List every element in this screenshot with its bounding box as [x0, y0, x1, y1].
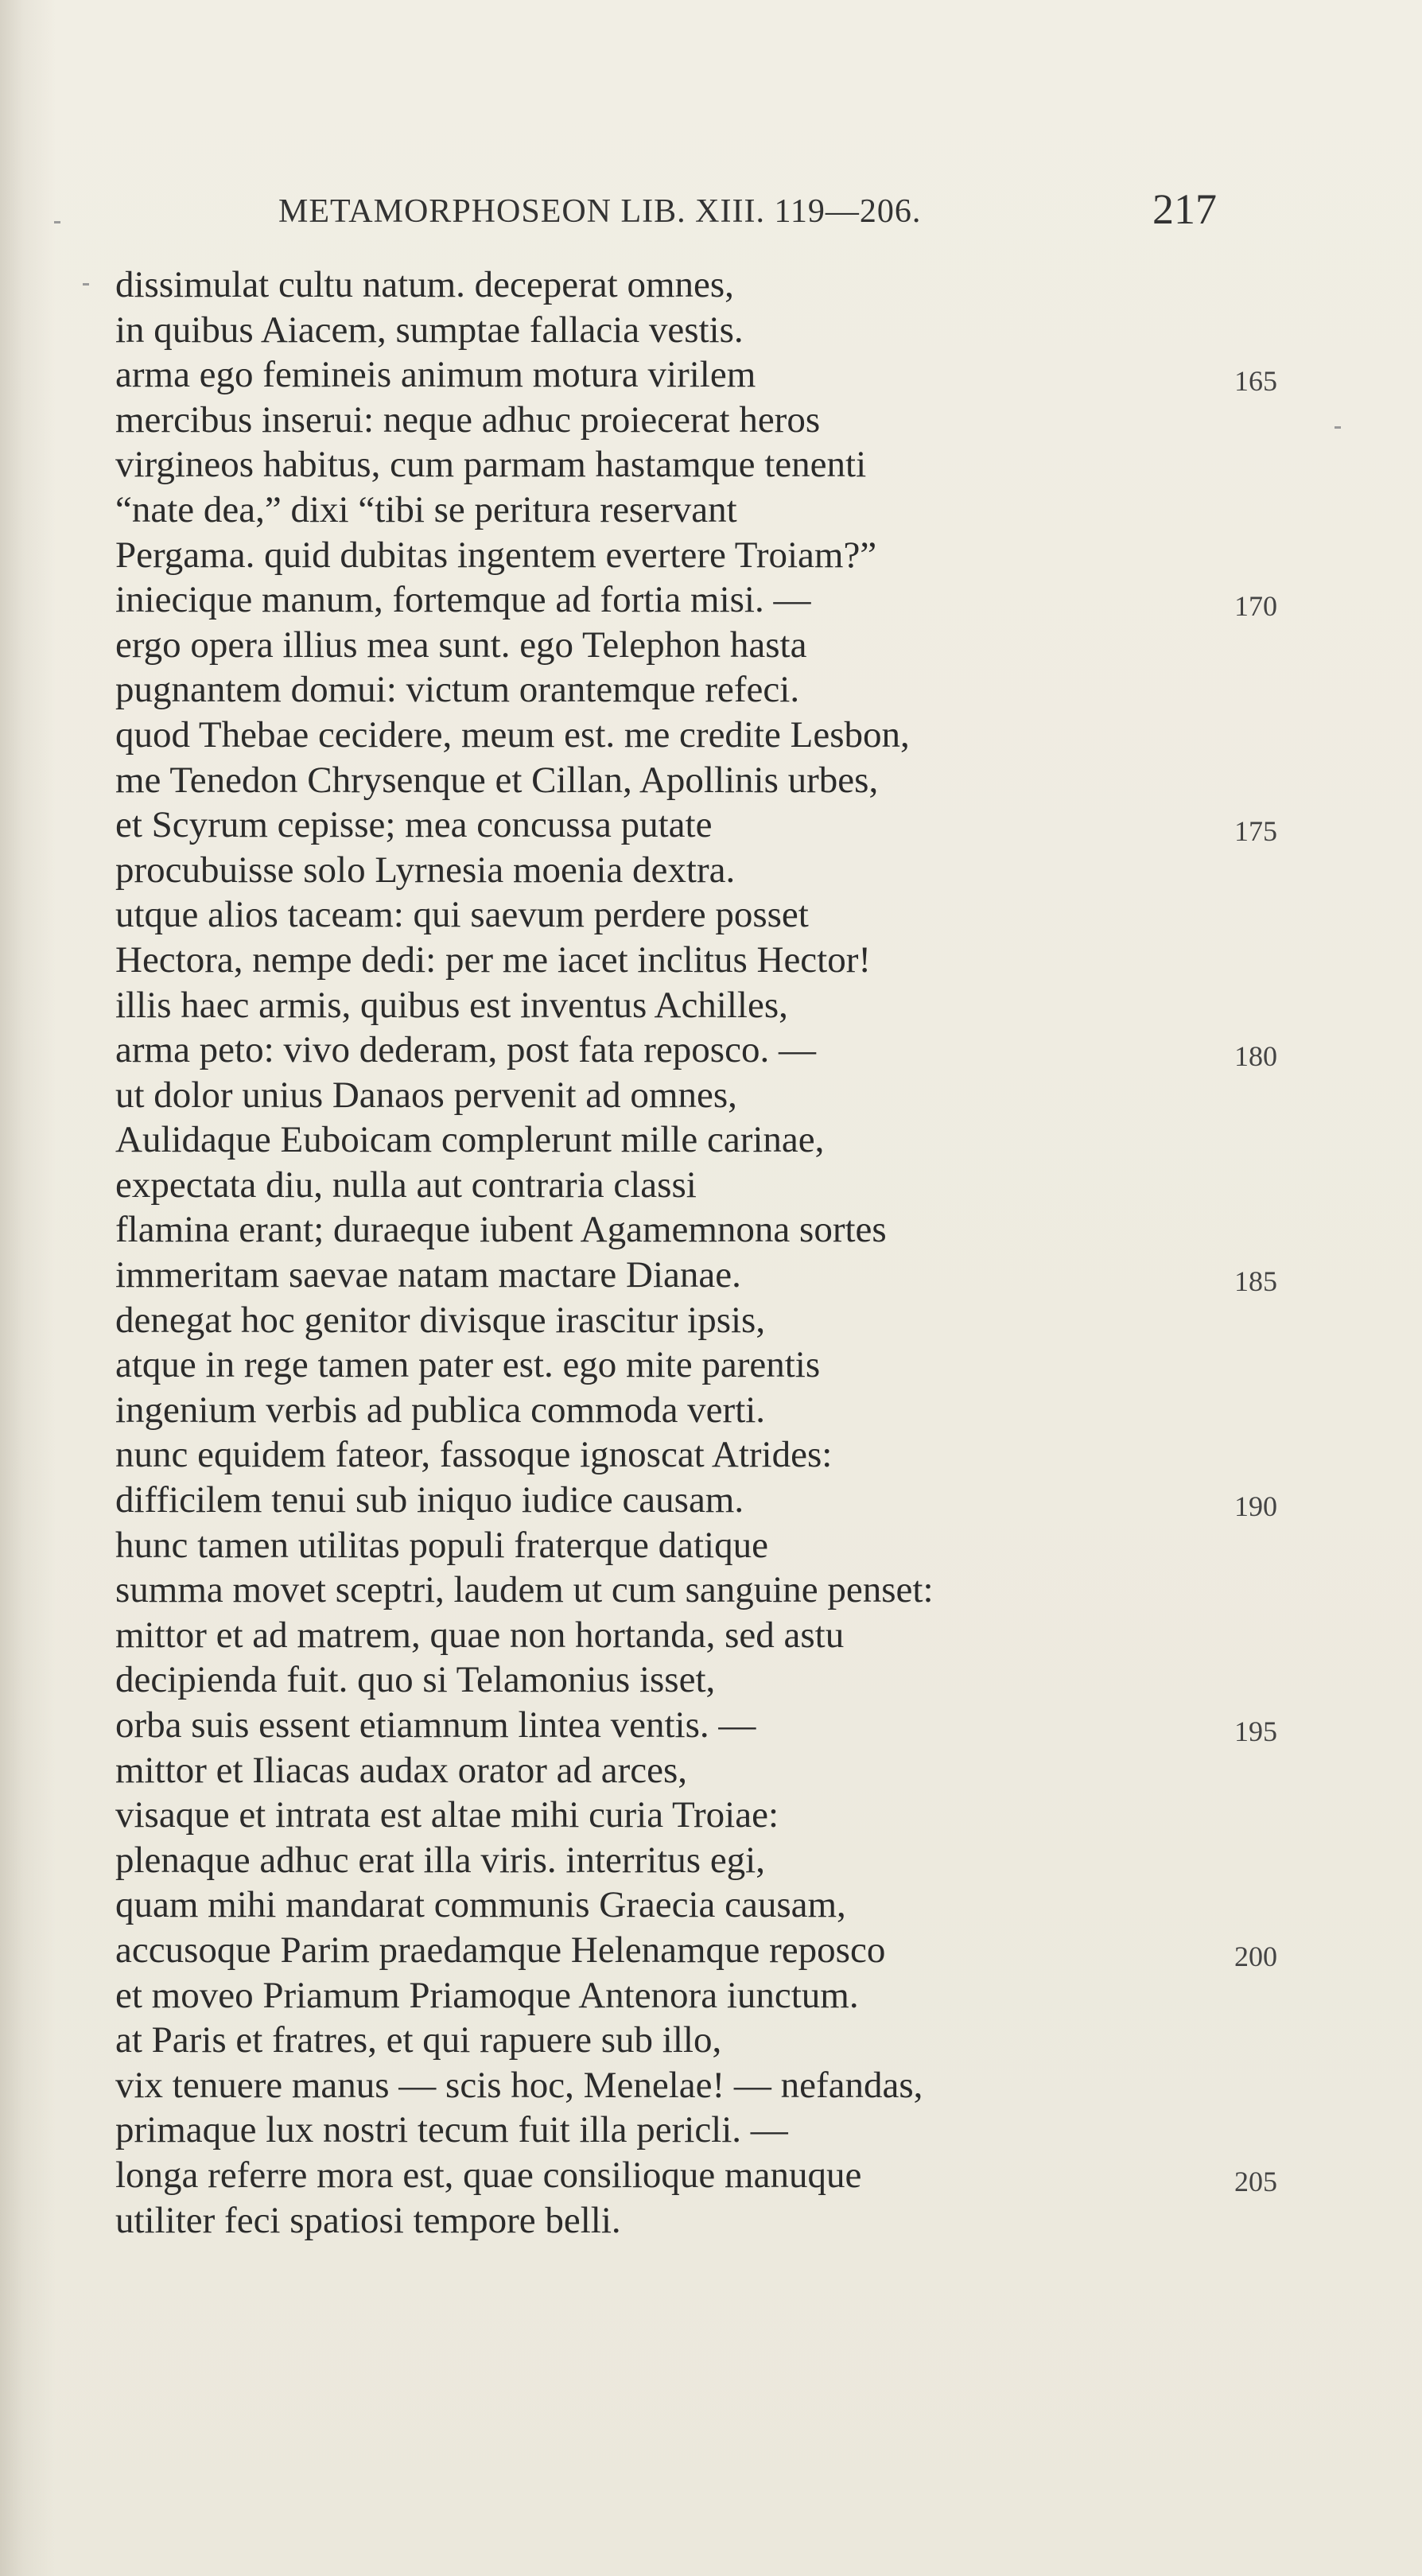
verse-line-text: accusoque Parim praedamque Helenamque reposco: [115, 1929, 886, 1971]
page-number: 217: [1152, 185, 1217, 233]
verse-line: [115, 1388, 1308, 1433]
line-number: 195: [1234, 1715, 1277, 1747]
verse-line-text: pugnantem domui: victum orantemque refeci.: [115, 669, 800, 711]
verse-line-text: dissimulat cultu natum. deceperat omnes,: [115, 264, 734, 305]
verse-line: [115, 1928, 1308, 1973]
verse-line-text: denegat hoc genitor divisque irascitur ipsis,: [115, 1299, 766, 1341]
verse-line-text: ergo opera illius mea sunt. ego Telephon hasta: [115, 624, 807, 666]
verse-line-text: expectata diu, nulla aut contraria classi: [115, 1164, 697, 1206]
margin-mark: [83, 283, 89, 286]
verse-line-text: decipienda fuit. quo si Telamonius isset,: [115, 1659, 716, 1701]
verse-line: [115, 1478, 1308, 1523]
verse-line-text: quod Thebae cecidere, meum est. me credite Lesbon,: [115, 713, 910, 756]
verse-line: [115, 2153, 1308, 2198]
verse-line: [115, 892, 1308, 938]
margin-mark: [1335, 426, 1341, 429]
verse-line-text: illis haec armis, quibus est inventus Achilles,: [115, 984, 788, 1026]
verse-line-text: “nate dea,” dixi “tibi se peritura reservant: [115, 488, 737, 530]
verse-line: [115, 1028, 1308, 1073]
verse-line-text: arma peto: vivo dederam, post fata reposco. —: [115, 1029, 816, 1071]
verse-line: [115, 1882, 1308, 1928]
verse-line-text: in quibus Aiacem, sumptae fallacia vestis.: [115, 309, 744, 351]
verse-line: [115, 1342, 1308, 1388]
verse-line: [115, 442, 1308, 488]
verse-line-text: visaque et intrata est altae mihi curia Troiae:: [115, 1794, 779, 1836]
verse-line-text: hunc tamen utilitas populi fraterque datique: [115, 1524, 768, 1566]
verse-line: [115, 1657, 1308, 1703]
verse-line: [115, 983, 1308, 1028]
verse-line: [115, 1073, 1308, 1118]
verse-line: [115, 1568, 1308, 1613]
line-number: 185: [1234, 1265, 1277, 1298]
verse-line-text: plenaque adhuc erat illa viris. interritus egi,: [115, 1839, 765, 1881]
verse-line: [115, 713, 1308, 758]
verse-line-text: Aulidaque Euboicam complerunt mille carinae,: [115, 1119, 825, 1161]
verse-line: [115, 2063, 1308, 2108]
verse-line-text: mercibus inserui: neque adhuc proiecerat heros: [115, 398, 821, 441]
verse-line-text: quam mihi mandarat communis Graecia causam,: [115, 1884, 846, 1926]
verse-line-text: at Paris et fratres, et qui rapuere sub illo,: [115, 2019, 722, 2061]
running-head: METAMORPHOSEON LIB. XIII. 119—206.: [278, 193, 922, 230]
verse-line-text: flamina erant; duraeque iubent Agamemnona sortes: [115, 1209, 887, 1251]
verse-line-text: vix tenuere manus — scis hoc, Menelae! — nefandas,: [115, 2064, 923, 2106]
verse-line: [115, 1117, 1308, 1163]
verse-line-text: utque alios taceam: qui saevum perdere posset: [115, 894, 809, 936]
verse-line-text: mittor et Iliacas audax orator ad arces,: [115, 1749, 688, 1791]
verse-line-text: Pergama. quid dubitas ingentem evertere Troiam?”: [115, 534, 877, 576]
line-number: 170: [1234, 590, 1277, 623]
verse-line: [115, 1207, 1308, 1253]
verse-line-text: difficilem tenui sub iniquo iudice causam.: [115, 1479, 744, 1521]
verse-line: [115, 758, 1308, 803]
verse-line-text: virgineos habitus, cum parmam hastamque tenenti: [115, 444, 867, 486]
verse-line-text: et moveo Priamum Priamoque Antenora iunctum.: [115, 1974, 859, 2016]
page-header: [278, 185, 1217, 248]
verse-line-text: iniecique manum, fortemque ad fortia misi. —: [115, 579, 811, 621]
verse-line: [115, 802, 1308, 848]
verse-line: [115, 308, 1308, 353]
verse-line-text: mittor et ad matrem, quae non hortanda, sed astu: [115, 1614, 845, 1656]
margin-mark: [54, 221, 60, 223]
verse-line-text: summa movet sceptri, laudem ut cum sanguine penset:: [115, 1569, 934, 1611]
verse-line: [115, 352, 1308, 398]
line-number: 165: [1234, 365, 1277, 398]
verse-line: [115, 1432, 1308, 1478]
verse-line: [115, 262, 1308, 308]
verse-line: [115, 398, 1308, 443]
verse-line: [115, 1793, 1308, 1838]
verse-line: [115, 1973, 1308, 2018]
verse-line-text: ut dolor unius Danaos pervenit ad omnes,: [115, 1074, 737, 1116]
verse-line: [115, 938, 1308, 983]
verse-line-text: longa referre mora est, quae consilioque manuque: [115, 2154, 862, 2196]
verse-line: [115, 1703, 1308, 1748]
verse-line: [115, 1163, 1308, 1208]
verse-line: [115, 1523, 1308, 1568]
verse-line-text: Hectora, nempe dedi: per me iacet inclitus Hector!: [115, 938, 872, 981]
verse-line-text: arma ego femineis animum motura virilem: [115, 354, 756, 396]
verse-line: [115, 1298, 1308, 1343]
verse-line-text: immeritam saevae natam mactare Dianae.: [115, 1254, 741, 1296]
verse-line-text: ingenium verbis ad publica commoda verti.: [115, 1389, 766, 1431]
verse-line: [115, 2018, 1308, 2063]
verse-line: [115, 488, 1308, 533]
verse-line-text: orba suis essent etiamnum lintea ventis. —: [115, 1704, 756, 1746]
verse-line: [115, 1613, 1308, 1658]
verse-line: [115, 848, 1308, 893]
verse-text: [115, 262, 1308, 2243]
verse-line-text: utiliter feci spatiosi tempore belli.: [115, 2199, 621, 2241]
verse-line: [115, 1748, 1308, 1793]
verse-line-text: primaque lux nostri tecum fuit illa pericli. —: [115, 2109, 788, 2151]
verse-line: [115, 667, 1308, 713]
line-number: 205: [1234, 2165, 1277, 2197]
verse-line-text: procubuisse solo Lyrnesia moenia dextra.: [115, 849, 736, 891]
verse-line: [115, 533, 1308, 578]
line-number: 200: [1234, 1940, 1277, 1972]
verse-line: [115, 1253, 1308, 1298]
line-number: 175: [1234, 815, 1277, 848]
verse-line-text: me Tenedon Chrysenque et Cillan, Apollinis urbes,: [115, 759, 879, 801]
verse-line: [115, 577, 1308, 623]
verse-line: [115, 2198, 1308, 2244]
verse-line-text: et Scyrum cepisse; mea concussa putate: [115, 804, 713, 846]
line-number: 180: [1234, 1040, 1277, 1073]
verse-line: [115, 1838, 1308, 1883]
line-number: 190: [1234, 1490, 1277, 1523]
verse-line: [115, 623, 1308, 668]
verse-line-text: nunc equidem fateor, fassoque ignoscat Atrides:: [115, 1434, 833, 1476]
verse-line-text: atque in rege tamen pater est. ego mite parentis: [115, 1344, 821, 1386]
verse-line: [115, 2108, 1308, 2153]
